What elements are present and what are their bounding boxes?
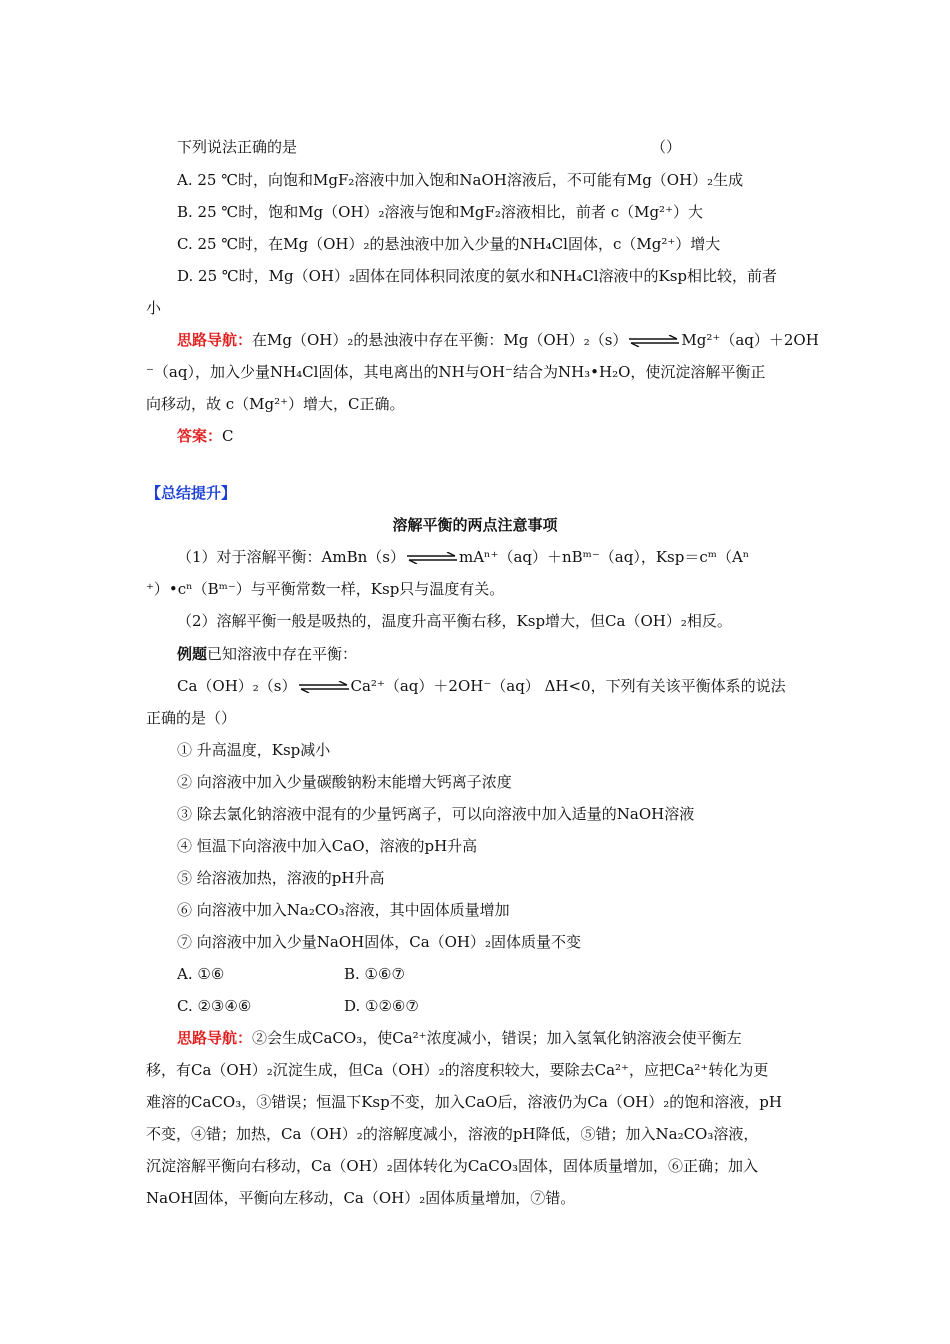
question-stem: 下列说法正确的是 (177, 138, 298, 156)
summary-point-2: （2）溶解平衡一般是吸热的，温度升高平衡右移，Ksp增大，但Ca（OH）₂相反。 (177, 612, 732, 630)
equilibrium-arrow-icon (299, 681, 349, 693)
example-label: 例题 (177, 645, 208, 663)
choice-b: B. ①⑥⑦ (344, 965, 405, 983)
guide-2-line-6: NaOH固体，平衡向左移动，Ca（OH）₂固体质量增加，⑦错。 (146, 1189, 576, 1207)
summary-title: 溶解平衡的两点注意事项 (392, 516, 558, 534)
guide-2-label: 思路导航： (177, 1029, 253, 1047)
option-a: A. 25 ℃时，向饱和MgF₂溶液中加入饱和NaOH溶液后，不可能有Mg（OH）₂生成 (177, 171, 744, 189)
example-item: ⑤ 给溶液加热，溶液的pH升高 (177, 869, 385, 887)
guide-1-line-1: 思路导航：在Mg（OH）₂的悬浊液中存在平衡：Mg（OH）₂（s） Mg²⁺（aq）＋2OH (177, 331, 819, 349)
choice-c: C. ②③④⑥ (177, 997, 252, 1015)
example-item: ④ 恒温下向溶液中加入CaO，溶液的pH升高 (177, 837, 478, 855)
guide-2-line-5: 沉淀溶解平衡向右移动，Ca（OH）₂固体转化为CaCO₃固体，固体质量增加，⑥正确；加入 (146, 1157, 759, 1175)
example-item: ① 升高温度，Ksp减小 (177, 741, 331, 759)
answer-line (177, 426, 234, 446)
option-d-continued: 小 (146, 299, 162, 317)
guide-1-line-2: ⁻（aq），加入少量NH₄Cl固体，其电离出的NH与OH⁻结合为NH₃•H₂O，使沉淀溶解平衡正 (146, 363, 766, 381)
summary-heading: 【总结提升】 (146, 484, 237, 502)
example-question: 正确的是（） (146, 709, 237, 727)
guide-2-line-3: 难溶的CaCO₃，③错误；恒温下Ksp不变，加入CaO后，溶液仍为Ca（OH）₂的饱和溶液，pH (146, 1093, 782, 1111)
summary-point-1-continued: ⁺）•cⁿ（Bᵐ⁻）与平衡常数一样，Ksp只与温度有关。 (146, 580, 505, 598)
equilibrium-arrow-icon (407, 552, 457, 564)
example-item: ② 向溶液中加入少量碳酸钠粉末能增大钙离子浓度 (177, 773, 512, 791)
example-item: ⑦ 向溶液中加入少量NaOH固体，Ca（OH）₂固体质量不变 (177, 933, 582, 951)
option-c: C. 25 ℃时，在Mg（OH）₂的悬浊液中加入少量的NH₄Cl固体，c（Mg²⁺）增大 (177, 235, 721, 253)
example-equation: Ca（OH）₂（s） Ca²⁺（aq）＋2OH⁻（aq） ΔH<0，下列有关该平衡体系的说法 (177, 677, 786, 695)
guide-1-line-3: 向移动，故 c（Mg²⁺）增大，C正确。 (146, 395, 405, 413)
answer-value: C (222, 427, 234, 445)
option-d: D. 25 ℃时，Mg（OH）₂固体在同体积同浓度的氨水和NH₄Cl溶液中的Ksp相比较，前者 (177, 267, 778, 285)
example-item: ⑥ 向溶液中加入Na₂CO₃溶液，其中固体质量增加 (177, 901, 510, 919)
guide-2-line-2: 移，有Ca（OH）₂沉淀生成，但Ca（OH）₂的溶度积较大，要除去Ca²⁺，应把Ca²⁺转化为更 (146, 1061, 769, 1079)
summary-point-1: （1）对于溶解平衡：AmBn（s） mAⁿ⁺（aq）＋nBᵐ⁻（aq），Ksp＝cᵐ（Aⁿ (177, 548, 750, 566)
guide-2-line-1: 思路导航：②会生成CaCO₃，使Ca²⁺浓度减小，错误；加入氢氧化钠溶液会使平衡左 (177, 1029, 742, 1047)
guide-2-line-4: 不变，④错；加热，Ca（OH）₂的溶解度减小，溶液的pH降低，⑤错；加入Na₂CO₃溶液， (146, 1125, 759, 1143)
choice-a: A. ①⑥ (177, 965, 225, 983)
option-b: B. 25 ℃时，饱和Mg（OH）₂溶液与饱和MgF₂溶液相比，前者 c（Mg²⁺）大 (177, 203, 703, 221)
answer-paren: （） (651, 138, 682, 156)
answer-label: 答案： (177, 427, 223, 445)
example-intro: 例题已知溶液中存在平衡： (177, 645, 358, 663)
example-item: ③ 除去氯化钠溶液中混有的少量钙离子，可以向溶液中加入适量的NaOH溶液 (177, 805, 695, 823)
guide-1-label: 思路导航： (177, 331, 253, 349)
equilibrium-arrow-icon (629, 335, 679, 347)
choice-d: D. ①②⑥⑦ (344, 997, 419, 1015)
